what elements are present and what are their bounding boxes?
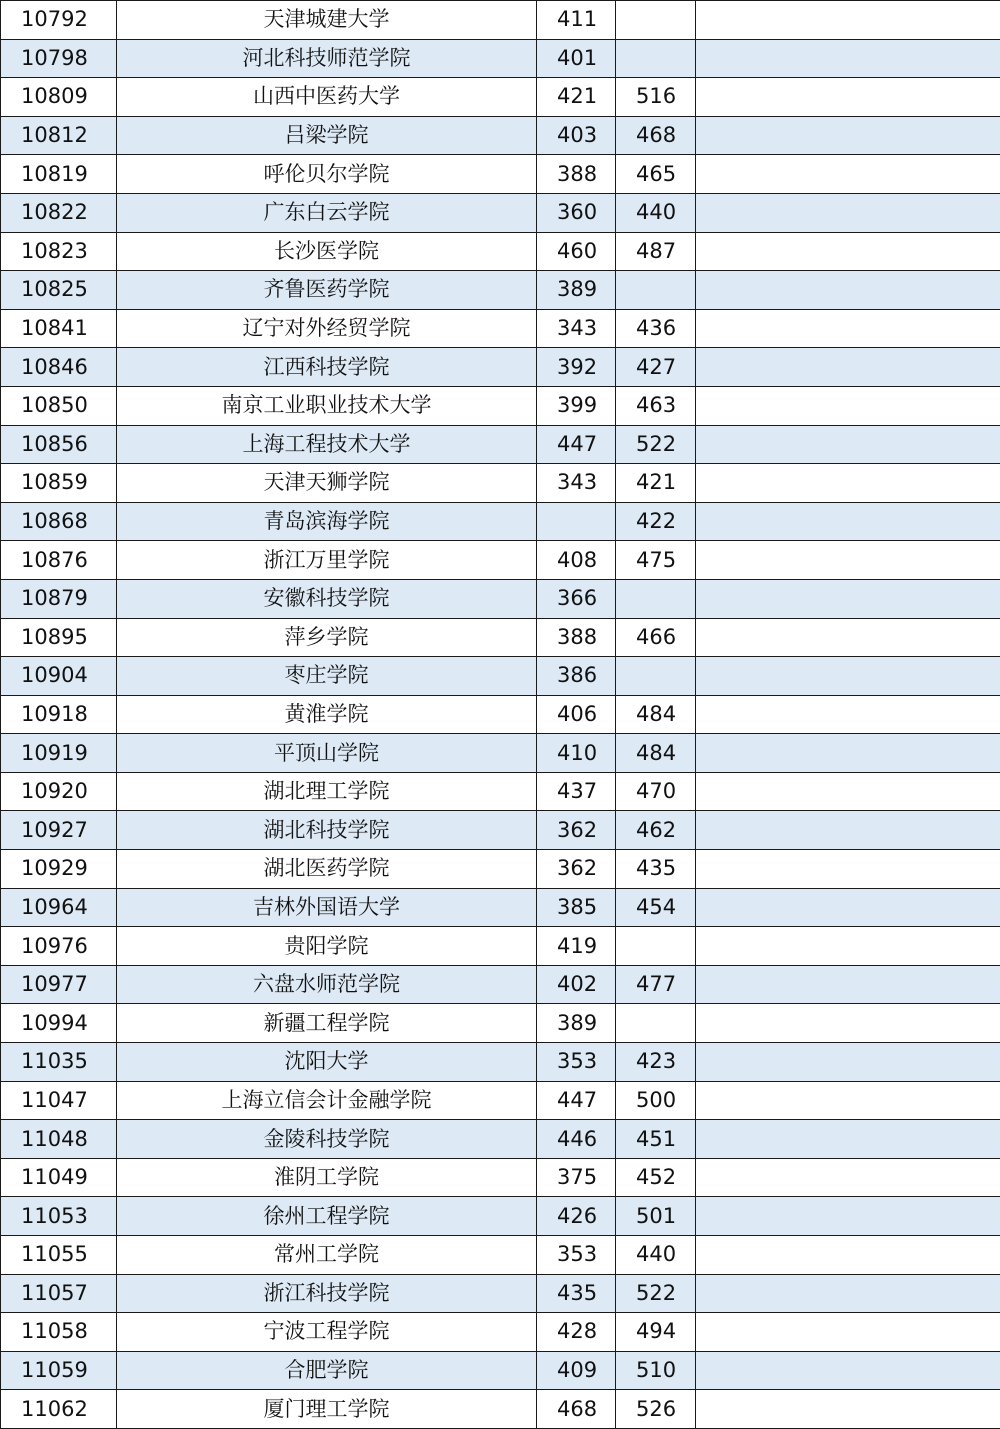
score-1-cell: 435	[537, 1274, 616, 1313]
table-row	[1, 1081, 1000, 1120]
table-row	[1, 695, 1000, 734]
extra-cell	[696, 1236, 1000, 1275]
institution-name-cell: 河北科技师范学院	[117, 39, 537, 78]
score-1-cell: 411	[537, 1, 616, 40]
table-row	[1, 1197, 1000, 1236]
institution-name-cell: 平顶山学院	[117, 734, 537, 773]
table-row	[1, 309, 1000, 348]
institution-code-cell: 10792	[1, 1, 117, 40]
institution-code-cell: 10929	[1, 850, 117, 889]
institution-code-cell: 10977	[1, 965, 117, 1004]
institution-code-cell: 10976	[1, 927, 117, 966]
score-1-cell: 343	[537, 309, 616, 348]
institution-name-cell: 徐州工程学院	[117, 1197, 537, 1236]
institution-code-cell: 10856	[1, 425, 117, 464]
institution-name-cell: 金陵科技学院	[117, 1120, 537, 1159]
table-row	[1, 579, 1000, 618]
score-1-cell: 389	[537, 1004, 616, 1043]
score-1-cell: 375	[537, 1158, 616, 1197]
institution-name-cell: 呼伦贝尔学院	[117, 155, 537, 194]
extra-cell	[696, 850, 1000, 889]
table-row	[1, 888, 1000, 927]
score-2-cell: 466	[616, 618, 696, 657]
extra-cell	[696, 271, 1000, 310]
score-2-cell: 436	[616, 309, 696, 348]
score-2-cell: 484	[616, 734, 696, 773]
score-2-cell: 475	[616, 541, 696, 580]
institution-code-cell: 10895	[1, 618, 117, 657]
score-2-cell: 422	[616, 502, 696, 541]
score-1-cell: 468	[537, 1390, 616, 1429]
institution-name-cell: 宁波工程学院	[117, 1313, 537, 1352]
table-row	[1, 772, 1000, 811]
extra-cell	[696, 309, 1000, 348]
extra-cell	[696, 579, 1000, 618]
institution-code-cell: 11047	[1, 1081, 117, 1120]
score-2-cell: 494	[616, 1313, 696, 1352]
institution-code-cell: 10841	[1, 309, 117, 348]
table-row	[1, 1004, 1000, 1043]
table-row	[1, 232, 1000, 271]
institution-name-cell: 厦门理工学院	[117, 1390, 537, 1429]
score-1-cell: 447	[537, 425, 616, 464]
institution-code-cell: 10879	[1, 579, 117, 618]
institution-name-cell: 湖北医药学院	[117, 850, 537, 889]
score-2-cell: 440	[616, 1236, 696, 1275]
score-2-cell: 500	[616, 1081, 696, 1120]
institution-name-cell: 上海立信会计金融学院	[117, 1081, 537, 1120]
score-2-cell	[616, 579, 696, 618]
extra-cell	[696, 1274, 1000, 1313]
institution-code-cell: 10919	[1, 734, 117, 773]
score-1-cell: 360	[537, 193, 616, 232]
extra-cell	[696, 888, 1000, 927]
institution-name-cell: 浙江科技学院	[117, 1274, 537, 1313]
institution-code-cell: 10904	[1, 657, 117, 696]
score-2-cell	[616, 39, 696, 78]
institution-name-cell: 吕梁学院	[117, 116, 537, 155]
table-row	[1, 1043, 1000, 1082]
score-1-cell: 386	[537, 657, 616, 696]
table-row	[1, 78, 1000, 117]
score-2-cell: 451	[616, 1120, 696, 1159]
institution-code-cell: 10846	[1, 348, 117, 387]
institution-code-cell: 10859	[1, 464, 117, 503]
table-row	[1, 464, 1000, 503]
table-row	[1, 271, 1000, 310]
score-2-cell: 463	[616, 386, 696, 425]
score-2-cell	[616, 271, 696, 310]
score-1-cell: 401	[537, 39, 616, 78]
institution-name-cell: 湖北理工学院	[117, 772, 537, 811]
table-row	[1, 348, 1000, 387]
score-2-cell: 421	[616, 464, 696, 503]
score-2-cell: 427	[616, 348, 696, 387]
score-1-cell: 385	[537, 888, 616, 927]
institution-code-cell: 10812	[1, 116, 117, 155]
institution-name-cell: 六盘水师范学院	[117, 965, 537, 1004]
extra-cell	[696, 618, 1000, 657]
table-body	[1, 1, 1000, 1429]
score-1-cell: 389	[537, 271, 616, 310]
institution-code-cell: 11055	[1, 1236, 117, 1275]
institution-code-cell: 11049	[1, 1158, 117, 1197]
table-row	[1, 39, 1000, 78]
extra-cell	[696, 1081, 1000, 1120]
score-2-cell: 487	[616, 232, 696, 271]
extra-cell	[696, 927, 1000, 966]
institution-name-cell: 山西中医药大学	[117, 78, 537, 117]
extra-cell	[696, 502, 1000, 541]
institution-code-cell: 10964	[1, 888, 117, 927]
institution-name-cell: 浙江万里学院	[117, 541, 537, 580]
score-2-cell: 484	[616, 695, 696, 734]
score-1-cell: 406	[537, 695, 616, 734]
table-row	[1, 155, 1000, 194]
extra-cell	[696, 657, 1000, 696]
score-1-cell: 421	[537, 78, 616, 117]
institution-name-cell: 吉林外国语大学	[117, 888, 537, 927]
institution-name-cell: 辽宁对外经贸学院	[117, 309, 537, 348]
score-1-cell: 447	[537, 1081, 616, 1120]
institution-name-cell: 长沙医学院	[117, 232, 537, 271]
table-row	[1, 1158, 1000, 1197]
institution-name-cell: 沈阳大学	[117, 1043, 537, 1082]
score-1-cell: 353	[537, 1043, 616, 1082]
extra-cell	[696, 1390, 1000, 1429]
institution-code-cell: 10798	[1, 39, 117, 78]
institution-name-cell: 安徽科技学院	[117, 579, 537, 618]
institution-code-cell: 11057	[1, 1274, 117, 1313]
extra-cell	[696, 386, 1000, 425]
institution-code-cell: 10825	[1, 271, 117, 310]
institution-name-cell: 齐鲁医药学院	[117, 271, 537, 310]
extra-cell	[696, 965, 1000, 1004]
score-2-cell: 510	[616, 1351, 696, 1390]
table-row	[1, 811, 1000, 850]
table-row	[1, 116, 1000, 155]
extra-cell	[696, 348, 1000, 387]
institution-name-cell: 广东白云学院	[117, 193, 537, 232]
score-2-cell: 423	[616, 1043, 696, 1082]
institution-code-cell: 10994	[1, 1004, 117, 1043]
table-row	[1, 193, 1000, 232]
score-1-cell: 362	[537, 850, 616, 889]
score-2-cell: 516	[616, 78, 696, 117]
institution-code-cell: 10823	[1, 232, 117, 271]
table-row	[1, 502, 1000, 541]
extra-cell	[696, 232, 1000, 271]
score-1-cell	[537, 502, 616, 541]
score-1-cell: 426	[537, 1197, 616, 1236]
score-1-cell: 419	[537, 927, 616, 966]
institution-name-cell: 江西科技学院	[117, 348, 537, 387]
extra-cell	[696, 116, 1000, 155]
table-row	[1, 1390, 1000, 1429]
institution-name-cell: 淮阴工学院	[117, 1158, 537, 1197]
extra-cell	[696, 78, 1000, 117]
extra-cell	[696, 1120, 1000, 1159]
institution-name-cell: 青岛滨海学院	[117, 502, 537, 541]
institution-name-cell: 天津城建大学	[117, 1, 537, 40]
institution-name-cell: 萍乡学院	[117, 618, 537, 657]
institution-code-cell: 11058	[1, 1313, 117, 1352]
score-1-cell: 428	[537, 1313, 616, 1352]
table-row	[1, 541, 1000, 580]
score-2-cell	[616, 927, 696, 966]
extra-cell	[696, 811, 1000, 850]
extra-cell	[696, 772, 1000, 811]
table-row	[1, 1274, 1000, 1313]
institution-name-cell: 南京工业职业技术大学	[117, 386, 537, 425]
extra-cell	[696, 425, 1000, 464]
extra-cell	[696, 464, 1000, 503]
table-row	[1, 425, 1000, 464]
score-1-cell: 409	[537, 1351, 616, 1390]
institution-name-cell: 上海工程技术大学	[117, 425, 537, 464]
table-row	[1, 850, 1000, 889]
extra-cell	[696, 1197, 1000, 1236]
score-2-cell	[616, 657, 696, 696]
table-row	[1, 1313, 1000, 1352]
institution-name-cell: 湖北科技学院	[117, 811, 537, 850]
extra-cell	[696, 734, 1000, 773]
institution-code-cell: 11035	[1, 1043, 117, 1082]
extra-cell	[696, 193, 1000, 232]
institution-code-cell: 10850	[1, 386, 117, 425]
score-1-cell: 388	[537, 155, 616, 194]
institution-code-cell: 10819	[1, 155, 117, 194]
score-1-cell: 399	[537, 386, 616, 425]
extra-cell	[696, 541, 1000, 580]
score-2-cell	[616, 1004, 696, 1043]
institution-name-cell: 合肥学院	[117, 1351, 537, 1390]
institution-code-cell: 11059	[1, 1351, 117, 1390]
score-1-cell: 353	[537, 1236, 616, 1275]
extra-cell	[696, 155, 1000, 194]
institution-code-cell: 10822	[1, 193, 117, 232]
score-2-cell: 526	[616, 1390, 696, 1429]
extra-cell	[696, 695, 1000, 734]
table-row	[1, 657, 1000, 696]
institution-code-cell: 11062	[1, 1390, 117, 1429]
table-row	[1, 386, 1000, 425]
score-2-cell: 452	[616, 1158, 696, 1197]
score-1-cell: 402	[537, 965, 616, 1004]
extra-cell	[696, 1351, 1000, 1390]
score-2-cell: 477	[616, 965, 696, 1004]
institution-code-cell: 10809	[1, 78, 117, 117]
score-1-cell: 392	[537, 348, 616, 387]
institution-code-cell: 11053	[1, 1197, 117, 1236]
score-1-cell: 446	[537, 1120, 616, 1159]
extra-cell	[696, 1004, 1000, 1043]
score-2-cell: 501	[616, 1197, 696, 1236]
institution-name-cell: 天津天狮学院	[117, 464, 537, 503]
score-1-cell: 410	[537, 734, 616, 773]
table-row	[1, 618, 1000, 657]
institution-code-cell: 11048	[1, 1120, 117, 1159]
institution-name-cell: 贵阳学院	[117, 927, 537, 966]
institution-name-cell: 枣庄学院	[117, 657, 537, 696]
extra-cell	[696, 1, 1000, 40]
table-row	[1, 1236, 1000, 1275]
table-row	[1, 1, 1000, 40]
score-1-cell: 437	[537, 772, 616, 811]
institution-code-cell: 10927	[1, 811, 117, 850]
score-1-cell: 408	[537, 541, 616, 580]
score-2-cell: 462	[616, 811, 696, 850]
score-2-cell: 465	[616, 155, 696, 194]
extra-cell	[696, 1313, 1000, 1352]
score-1-cell: 362	[537, 811, 616, 850]
score-2-cell: 468	[616, 116, 696, 155]
institution-name-cell: 常州工学院	[117, 1236, 537, 1275]
table-row	[1, 734, 1000, 773]
extra-cell	[696, 1158, 1000, 1197]
score-2-cell: 470	[616, 772, 696, 811]
score-1-cell: 343	[537, 464, 616, 503]
institution-code-cell: 10868	[1, 502, 117, 541]
score-2-cell: 522	[616, 1274, 696, 1313]
table-row	[1, 965, 1000, 1004]
institution-name-cell: 黄淮学院	[117, 695, 537, 734]
score-2-cell: 435	[616, 850, 696, 889]
score-2-cell	[616, 1, 696, 40]
institution-code-cell: 10876	[1, 541, 117, 580]
extra-cell	[696, 39, 1000, 78]
table-row	[1, 927, 1000, 966]
score-1-cell: 366	[537, 579, 616, 618]
score-2-cell: 454	[616, 888, 696, 927]
score-1-cell: 388	[537, 618, 616, 657]
institution-name-cell: 新疆工程学院	[117, 1004, 537, 1043]
table-row	[1, 1351, 1000, 1390]
score-2-cell: 440	[616, 193, 696, 232]
score-1-cell: 460	[537, 232, 616, 271]
table-row	[1, 1120, 1000, 1159]
institution-code-cell: 10918	[1, 695, 117, 734]
institution-code-cell: 10920	[1, 772, 117, 811]
extra-cell	[696, 1043, 1000, 1082]
score-2-cell: 522	[616, 425, 696, 464]
score-1-cell: 403	[537, 116, 616, 155]
